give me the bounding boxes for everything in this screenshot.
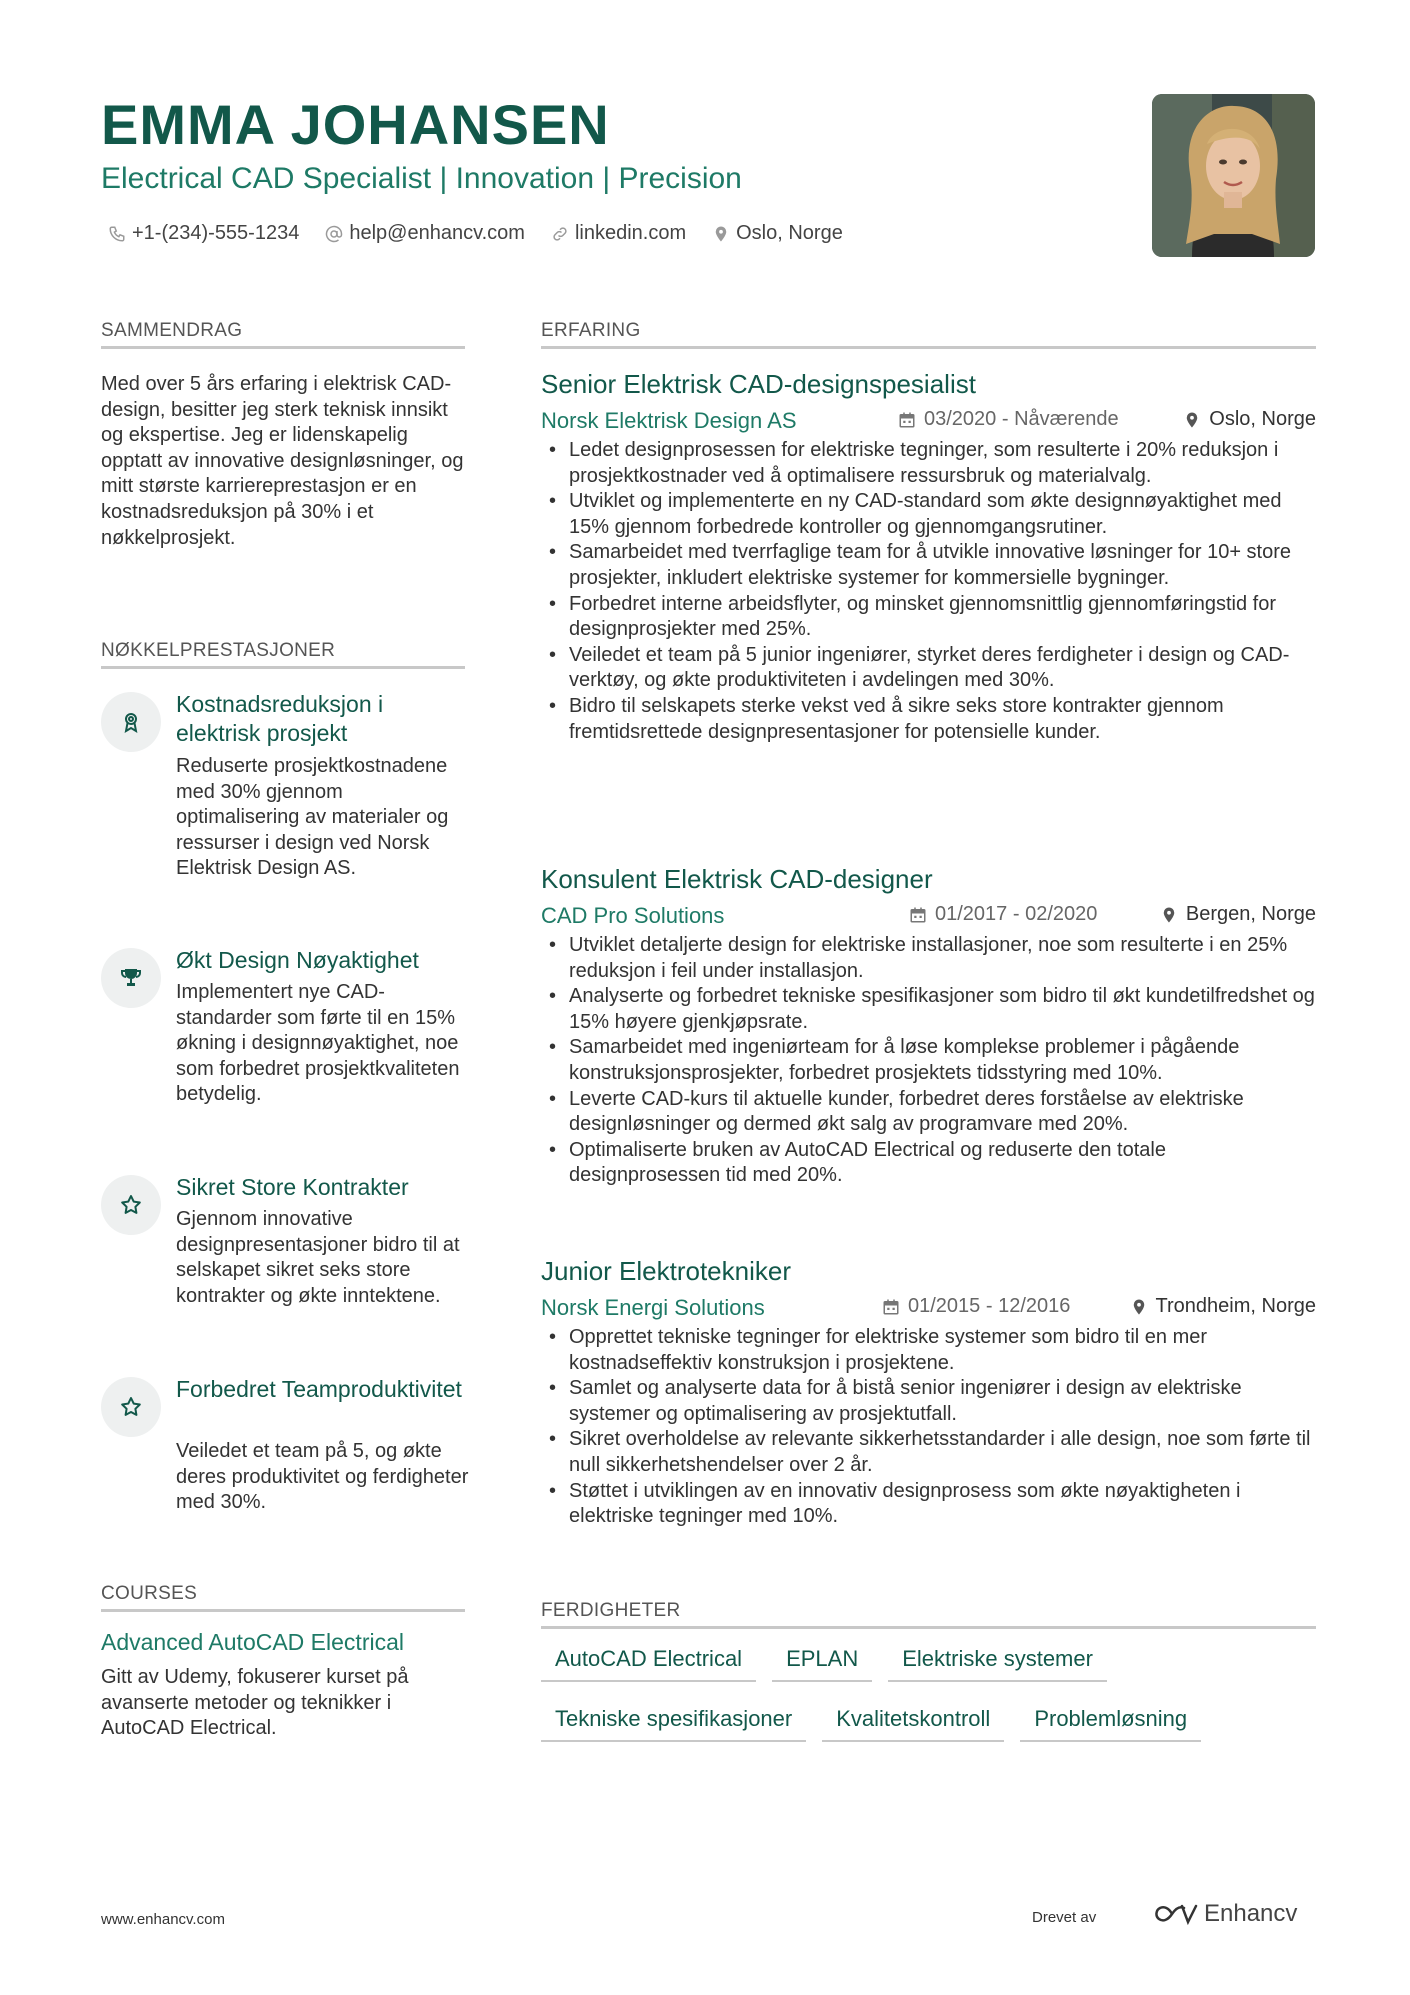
job-meta [541,903,1316,931]
course-title: Advanced AutoCAD Electrical [101,1629,404,1655]
job-bullet: • Opprettet tekniske tegninger for elektriske systemer som bidro til en mer kostnadseffektiv konstruksjon i prosjektene. [541,1325,1316,1376]
job-location [1183,408,1316,431]
job-title: Konsulent Elektrisk CAD-designer [541,864,933,894]
job-title: Junior Elektrotekniker [541,1256,791,1286]
job-bullet: • Leverte CAD-kurs til aktuelle kunder, forbedret deres forståelse av elektriske designløsninger og dermed økt salg av programvare med 20%. [541,1087,1316,1138]
star-icon [119,1395,143,1419]
job-company: Norsk Elektrisk Design AS [541,408,797,433]
footer-powered-by: Drevet av [1032,1909,1097,1926]
footer-brand-text: Enhancv [1204,1900,1298,1927]
job-dates [909,903,1097,926]
skill-tag: Kvalitetskontroll [822,1702,1004,1742]
achievement-title: Forbedret Teamproduktivitet [176,1376,462,1402]
skill-tag: Tekniske spesifikasjoner [541,1702,806,1742]
experience-section-title: ERFARING [541,320,1316,349]
job-bullet: • Samarbeidet med ingeniørteam for å løse komplekse problemer i pågående konstruksjonsprosjekter, forbedret prosjektets tidsstyring med 10%. [541,1035,1316,1086]
achievement-title: Sikret Store Kontrakter [176,1174,409,1200]
contact-phone-text: +1-(234)-555-1234 [132,222,300,244]
job-bullet: • Sikret overholdelse av relevante sikkerhetsstandarder i alle design, noe som førte til null sikkerhetshendelser over 2 år. [541,1427,1316,1478]
enhancv-logo-icon [1152,1902,1198,1926]
summary-section-title: SAMMENDRAG [101,320,465,349]
achievement-desc: Implementert nye CAD-standarder som førte til en 15% økning i designnøyaktighet, noe som forbedret prosjektkvaliteten betydelig. [176,981,460,1106]
calendar-icon [909,906,927,924]
job-dates-text: 01/2015 - 12/2016 [908,1295,1071,1317]
contact-phone[interactable] [108,222,299,245]
link-icon [551,225,569,243]
achievements-section-title: NØKKELPRESTASJONER [101,640,465,669]
summary-text: Med over 5 års erfaring i elektrisk CAD-design, besitter jeg sterk teknisk innsikt og ekspertise. Jeg er lidenskapelig opptatt av innovative designløsninger, og mitt største karriereprestasjon er en kostnadsreduksjon på 30% i et nøkkelprosjekt. [101,373,464,549]
contact-linkedin[interactable] [551,222,686,245]
location-pin-icon [1183,411,1201,429]
job-bullets [541,933,1316,1189]
job-dates [898,408,1119,431]
job-company: Norsk Energi Solutions [541,1295,765,1320]
job-bullet: • Samlet og analyserte data for å bistå senior ingeniører i design av elektriske systemer og optimalisering av prosjektutfall. [541,1376,1316,1427]
job-bullet: • Veiledet et team på 5 junior ingeniører, styrket deres ferdigheter i design og CAD-verktøy, og økte produktiviteten i avdelingen med 30%. [541,643,1316,694]
contact-location-text: Oslo, Norge [736,222,843,244]
job-bullet: • Analyserte og forbedret tekniske spesifikasjoner som bidro til økt kundetilfredshet og 15% høyere gjenkjøpsrate. [541,984,1316,1035]
job-location-text: Oslo, Norge [1209,408,1316,430]
job-title: Senior Elektrisk CAD-designspesialist [541,369,976,399]
job-meta [541,1295,1316,1323]
profile-photo [1152,94,1315,257]
job-meta [541,408,1316,436]
job-bullets [541,438,1316,745]
job-bullet: • Støttet i utviklingen av en innovativ designprosess som økte nøyaktigheten i elektriske tegninger med 10%. [541,1479,1316,1530]
job-dates-text: 01/2017 - 02/2020 [935,903,1098,925]
calendar-icon [898,411,916,429]
course-desc: Gitt av Udemy, fokuserer kurset på avanserte metoder og teknikker i AutoCAD Electrical. [101,1666,409,1740]
job-bullets [541,1325,1316,1530]
skill-tag: AutoCAD Electrical [541,1642,756,1682]
skills-row [541,1642,1316,1682]
contact-location [712,222,843,245]
contact-email-text: help@enhancv.com [349,222,525,244]
award-ribbon-icon [119,710,143,734]
job-dates-text: 03/2020 - Nåværende [924,408,1119,430]
job-location-text: Trondheim, Norge [1155,1295,1316,1317]
achievement-item [101,1173,471,1353]
star-icon [119,1193,143,1217]
skill-tag: Elektriske systemer [888,1642,1107,1682]
job-bullet: • Optimaliserte bruken av AutoCAD Electrical og reduserte den totale designprosessen tid med 20%. [541,1138,1316,1189]
resume-tagline: Electrical CAD Specialist | Innovation | Precision [101,162,742,195]
job-bullet: • Forbedret interne arbeidsflyter, og minsket gjennomsnittlig gjennomføringstid for designprosjekter med 25%. [541,592,1316,643]
trophy-icon [119,966,143,990]
job-location [1160,903,1316,926]
achievement-item [101,1375,471,1535]
footer-brand-logo[interactable] [1152,1900,1297,1928]
achievement-title: Økt Design Nøyaktighet [176,947,419,973]
achievement-item [101,946,471,1146]
achievement-item [101,690,471,920]
calendar-icon [882,1298,900,1316]
footer-url[interactable]: www.enhancv.com [101,1911,225,1928]
courses-section-title: COURSES [101,1583,465,1612]
skill-tag: Problemløsning [1020,1702,1201,1742]
achievement-badge [101,692,161,752]
job-bullet: • Ledet designprosessen for elektriske tegninger, som resulterte i 20% reduksjon i prosjektkostnader ved å optimalisere ressursbruk og materialvalg. [541,438,1316,489]
job-bullet: • Bidro til selskapets sterke vekst ved å sikre seks store kontrakter gjennom fremtidsrettede designpresentasjoner for potensielle kunder. [541,694,1316,745]
location-pin-icon [1130,1298,1148,1316]
achievement-badge [101,948,161,1008]
job-bullet: • Utviklet detaljerte design for elektriske installasjoner, noe som resulterte i en 25% reduksjon i feil under installasjon. [541,933,1316,984]
job-bullet: • Samarbeidet med tverrfaglige team for å utvikle innovative løsninger for 10+ store prosjekter, inkludert elektriske systemer for kommersielle bygninger. [541,540,1316,591]
job-dates [882,1295,1070,1318]
resume-name: EMMA JOHANSEN [101,93,610,156]
skill-tag: EPLAN [772,1642,872,1682]
achievement-desc: Veiledet et team på 5, og økte deres produktivitet og ferdigheter med 30%. [176,1440,469,1514]
achievement-desc: Gjennom innovative designpresentasjoner bidro til at selskapet sikret seks store kontrakter og økte inntektene. [176,1208,460,1307]
location-pin-icon [1160,906,1178,924]
achievement-badge [101,1377,161,1437]
location-pin-icon [712,225,730,243]
at-icon [325,225,343,243]
skills-list [541,1642,1316,1762]
job-bullet: • Utviklet og implementerte en ny CAD-standard som økte designnøyaktighet med 15% gjennom forbedrede kontroller og gjennomgangsrutiner. [541,489,1316,540]
job-location-text: Bergen, Norge [1185,903,1316,925]
contact-linkedin-text: linkedin.com [574,222,687,244]
job-location [1130,1295,1316,1318]
skills-row [541,1702,1316,1742]
skills-section-title: FERDIGHETER [541,1600,1316,1629]
achievement-title: Kostnadsreduksjon i elektrisk prosjekt [176,691,384,746]
achievement-badge [101,1175,161,1235]
achievement-desc: Reduserte prosjektkostnadene med 30% gjennom optimalisering av materialer og ressurser i design ved Norsk Elektrisk Design AS. [176,755,449,880]
contact-email[interactable] [325,222,525,245]
phone-icon [108,225,126,243]
contact-bar [108,222,843,245]
job-company: CAD Pro Solutions [541,903,725,928]
